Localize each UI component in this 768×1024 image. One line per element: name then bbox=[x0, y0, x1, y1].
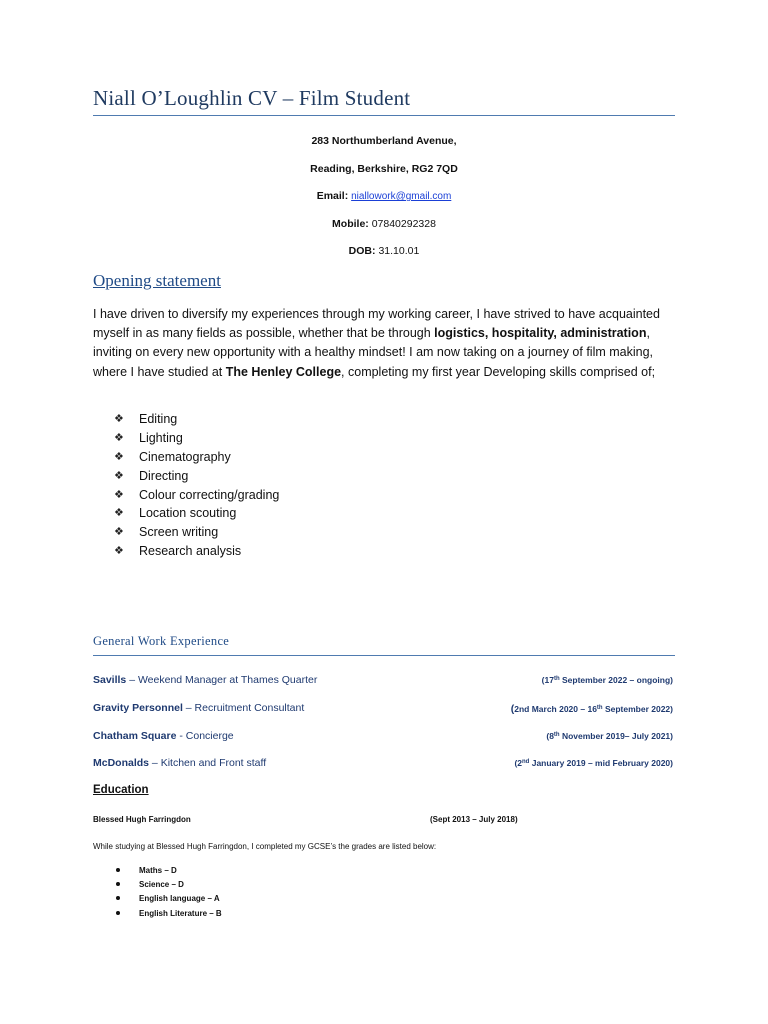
opening-text-2: , inviting on every new opportunity with a healthy mindset! I am now taking on a journey of film making, where I have studied at bbox=[93, 326, 654, 379]
page-title: Niall O’Loughlin CV – Film Student bbox=[93, 86, 411, 110]
title-divider bbox=[93, 115, 675, 116]
job-date-part: November 2019– July 2021) bbox=[559, 731, 673, 741]
job-dates bbox=[542, 675, 673, 685]
skill-label: Colour correcting/grading bbox=[139, 487, 280, 502]
diamond-bullet-icon: ❖ bbox=[114, 469, 124, 482]
job-date-part: September 2022 – ongoing) bbox=[559, 675, 673, 685]
job-date-sup: th bbox=[553, 676, 560, 682]
job-title: - Concierge bbox=[176, 730, 234, 742]
list-item bbox=[114, 469, 279, 488]
education-heading: Education bbox=[93, 784, 149, 796]
job-date-part: (2 bbox=[514, 758, 523, 768]
list-item bbox=[114, 506, 279, 525]
job-role bbox=[93, 757, 266, 769]
work-experience-heading: General Work Experience bbox=[93, 634, 230, 648]
mobile-value: 07840292328 bbox=[371, 218, 436, 230]
diamond-bullet-icon: ❖ bbox=[114, 526, 124, 539]
job-employer: McDonalds bbox=[93, 757, 150, 769]
work-divider bbox=[93, 655, 675, 656]
grade-label: Science – D bbox=[139, 880, 184, 890]
dob-value: 31.10.01 bbox=[378, 245, 420, 257]
email-label: Email: bbox=[316, 190, 349, 202]
mobile-line bbox=[93, 218, 675, 230]
list-item bbox=[114, 866, 222, 880]
job-dates bbox=[514, 758, 673, 768]
job-date-part: (17 bbox=[541, 675, 554, 685]
diamond-bullet-icon: ❖ bbox=[114, 545, 124, 558]
job-dates bbox=[511, 703, 673, 715]
opening-statement-paragraph bbox=[93, 305, 683, 382]
skill-label: Screen writing bbox=[139, 525, 219, 540]
skill-label: Lighting bbox=[139, 430, 183, 445]
list-item bbox=[114, 544, 279, 563]
list-item bbox=[114, 412, 279, 431]
job-entry bbox=[93, 757, 675, 773]
diamond-bullet-icon: ❖ bbox=[114, 413, 124, 425]
address-line-2: Reading, Berkshire, RG2 7QD bbox=[310, 163, 458, 175]
job-date-part: (8 bbox=[546, 731, 554, 741]
dob-label: DOB: bbox=[348, 245, 376, 257]
opening-bold-2: The Henley College bbox=[225, 364, 342, 379]
grade-label: English Literature – B bbox=[139, 908, 222, 918]
job-employer: Savills bbox=[93, 674, 127, 686]
email-link[interactable]: niallowork@gmail.com bbox=[351, 191, 452, 202]
dob-line bbox=[93, 245, 675, 257]
skill-label: Directing bbox=[139, 468, 189, 483]
opening-statement-heading: Opening statement bbox=[93, 271, 221, 290]
bullet-icon bbox=[116, 868, 120, 872]
job-entry bbox=[93, 702, 675, 718]
opening-text-3: , completing my first year Developing skills comprised of; bbox=[341, 364, 656, 379]
job-date-sup: th bbox=[553, 732, 560, 738]
job-date-part: ( bbox=[510, 703, 515, 715]
job-title: – Recruitment Consultant bbox=[182, 702, 305, 714]
mobile-label: Mobile: bbox=[332, 218, 369, 230]
job-role bbox=[93, 702, 304, 714]
job-role bbox=[93, 674, 317, 686]
list-item bbox=[114, 909, 222, 923]
skill-label: Research analysis bbox=[139, 544, 242, 559]
job-role bbox=[93, 730, 234, 742]
skill-label: Editing bbox=[139, 412, 178, 426]
job-entry bbox=[93, 730, 675, 746]
job-date-sup: th bbox=[596, 705, 603, 711]
diamond-bullet-icon: ❖ bbox=[114, 431, 124, 444]
job-title: – Weekend Manager at Thames Quarter bbox=[126, 674, 318, 686]
skill-label: Location scouting bbox=[139, 506, 237, 521]
job-date-sup: nd bbox=[522, 759, 530, 765]
opening-text-1: I have driven to diversify my experiences through my working career, I have strived to have acquainted myself in as many fields as possible, whether that be through bbox=[93, 307, 660, 341]
bullet-icon bbox=[116, 896, 120, 900]
opening-bold-1: logistics, hospitality, administration bbox=[434, 326, 647, 341]
diamond-bullet-icon: ❖ bbox=[114, 507, 124, 520]
job-entry bbox=[93, 674, 675, 690]
grade-label: Maths – D bbox=[139, 866, 177, 875]
bullet-icon bbox=[116, 911, 120, 915]
list-item bbox=[114, 894, 222, 908]
skills-list bbox=[114, 412, 279, 563]
education-description: While studying at Blessed Hugh Farringdon, I completed my GCSE’s the grades are listed below: bbox=[93, 842, 437, 851]
diamond-bullet-icon: ❖ bbox=[114, 488, 124, 501]
skill-label: Cinematography bbox=[139, 449, 231, 464]
diamond-bullet-icon: ❖ bbox=[114, 450, 124, 463]
job-title: – Kitchen and Front staff bbox=[149, 757, 267, 769]
school-dates: (Sept 2013 – July 2018) bbox=[430, 815, 518, 824]
bullet-icon bbox=[116, 882, 120, 886]
job-employer: Gravity Personnel bbox=[93, 702, 183, 714]
grade-label: English language – A bbox=[139, 894, 220, 904]
list-item bbox=[114, 488, 279, 507]
job-date-part: September 2022) bbox=[602, 704, 673, 714]
list-item bbox=[114, 431, 279, 450]
list-item bbox=[114, 525, 279, 544]
email-line bbox=[93, 190, 675, 202]
job-dates bbox=[546, 731, 673, 741]
address-line-1: 283 Northumberland Avenue, bbox=[311, 135, 457, 147]
list-item bbox=[114, 450, 279, 469]
job-employer: Chatham Square bbox=[93, 730, 177, 742]
grades-list bbox=[114, 866, 222, 923]
list-item bbox=[114, 880, 222, 894]
job-date-part: January 2019 – mid February 2020) bbox=[529, 758, 673, 768]
job-date-part: 2nd March 2020 – 16 bbox=[514, 704, 597, 714]
school-name: Blessed Hugh Farringdon bbox=[93, 815, 191, 824]
